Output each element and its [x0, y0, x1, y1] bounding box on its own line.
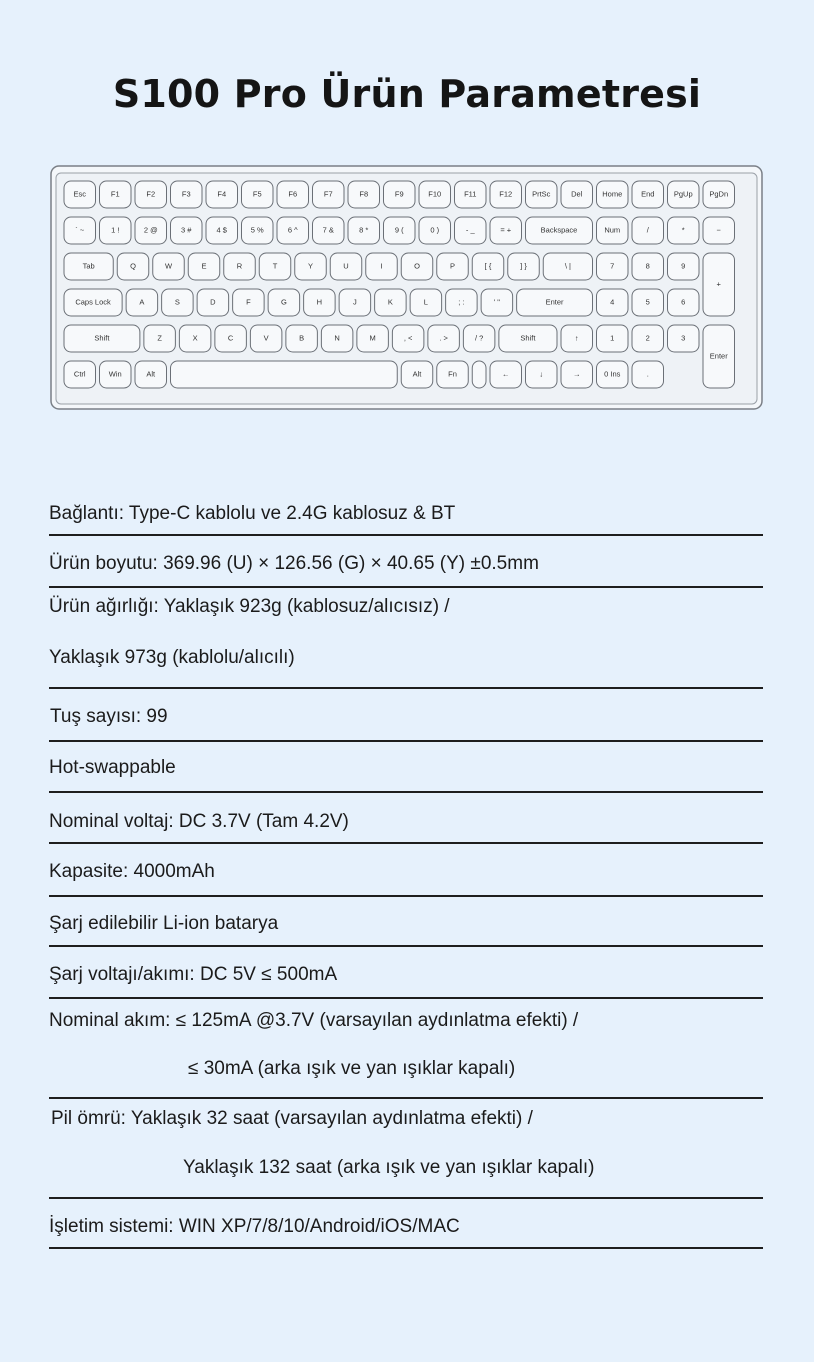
keyboard-key-label: F9: [394, 189, 404, 199]
keyboard-layout-image: [50, 165, 763, 410]
keyboard-key: [277, 181, 309, 208]
keyboard-key: [135, 217, 167, 244]
keyboard-key-label: T: [272, 261, 278, 271]
keyboard-key-label: S: [174, 297, 180, 307]
keyboard-key-label: Q: [130, 261, 136, 271]
spec-text: Hot-swappable: [49, 757, 176, 778]
keyboard-key: [384, 181, 416, 208]
keyboard-key: [268, 289, 300, 316]
keyboard-key-label: Fn: [448, 369, 457, 379]
spec-text: Ürün boyutu: 369.96 (U) × 126.56 (G) × 40.65 (Y) ±0.5mm: [49, 553, 539, 574]
keyboard-key: [632, 217, 664, 244]
keyboard-key: [437, 253, 469, 280]
keyboard-key-label: Del: [571, 189, 583, 199]
keyboard-key: [313, 181, 345, 208]
keyboard-key-label: PrtSc: [532, 189, 551, 199]
keyboard-key-label: /: [646, 225, 649, 235]
spec-row: [49, 1099, 763, 1199]
keyboard-key-label: 6 ^: [287, 225, 298, 235]
keyboard-key-label: C: [227, 333, 234, 343]
keyboard-key: [561, 181, 593, 208]
keyboard-key: [703, 181, 735, 208]
keyboard-key-label: →: [573, 369, 581, 379]
spec-row: [49, 742, 763, 793]
keyboard-key: [357, 325, 389, 352]
page-title: S100 Pro Ürün Parametresi: [112, 72, 702, 116]
keyboard-key: [135, 361, 167, 388]
spec-row: [49, 588, 763, 689]
keyboard-key-label: ` ~: [75, 225, 85, 235]
keyboard-key: [499, 325, 557, 352]
keyboard-key-label: Win: [108, 369, 122, 379]
spec-row: [49, 689, 763, 742]
keyboard-key-label: K: [387, 297, 393, 307]
keyboard-key-label: Esc: [73, 189, 87, 199]
keyboard-key-label: 7 &: [322, 225, 334, 235]
keyboard-key: [703, 253, 735, 316]
keyboard-key: [543, 253, 592, 280]
spec-row: [49, 947, 763, 999]
keyboard-key: [64, 181, 96, 208]
keyboard-key: [668, 181, 700, 208]
keyboard-key: [668, 253, 700, 280]
keyboard-key-label: 2 @: [143, 225, 158, 235]
keyboard-key: [419, 217, 451, 244]
spec-text: Pil ömrü: Yaklaşık 32 saat (varsayılan aydınlatma efekti) /: [51, 1108, 533, 1129]
keyboard-key-label: PgUp: [673, 189, 693, 199]
spec-text-continued: Yaklaşık 132 saat (arka ışık ve yan ışıklar kapalı): [183, 1157, 595, 1178]
keyboard-key-label: O: [414, 261, 420, 271]
keyboard-key-label: ←: [502, 369, 510, 379]
spec-text: Şarj voltajı/akımı: DC 5V ≤ 500mA: [49, 964, 338, 985]
keyboard-key-label: F10: [428, 189, 442, 199]
keyboard-key: [526, 181, 558, 208]
keyboard-key: [703, 325, 735, 388]
keyboard-key-label: 9 (: [394, 225, 404, 235]
keyboard-key-label: 4 $: [216, 225, 227, 235]
keyboard-key: [597, 181, 629, 208]
keyboard-key-label: 5 %: [250, 225, 264, 235]
keyboard-key-label: 2: [645, 333, 650, 343]
spec-text: Nominal akım: ≤ 125mA @3.7V (varsayılan aydınlatma efekti) /: [49, 1010, 579, 1031]
spec-text: Bağlantı: Type-C kablolu ve 2.4G kablosuz & BT: [49, 503, 456, 524]
keyboard-key: [197, 289, 229, 316]
keyboard-key-label: ↓: [539, 369, 544, 379]
keyboard-key-label: L: [423, 297, 428, 307]
keyboard-key-label: F6: [288, 189, 298, 199]
keyboard-key: [668, 289, 700, 316]
keyboard-key: [250, 325, 282, 352]
keyboard-key-label: F1: [110, 189, 120, 199]
keyboard-key: [472, 253, 504, 280]
keyboard-key: [348, 217, 380, 244]
keyboard-key-label: , <: [403, 333, 413, 343]
keyboard-key-label: F: [246, 297, 251, 307]
keyboard-key: [526, 217, 593, 244]
spec-row: [49, 495, 763, 536]
keyboard-key: [259, 253, 291, 280]
keyboard-key-label: F2: [146, 189, 156, 199]
keyboard-key: [153, 253, 185, 280]
keyboard-key-label: 1: [610, 333, 615, 343]
keyboard-key-label: F4: [217, 189, 227, 199]
keyboard-key: [597, 253, 629, 280]
keyboard-key-label: 3 #: [181, 225, 192, 235]
keyboard-key-label: N: [334, 333, 340, 343]
keyboard-key: [215, 325, 247, 352]
keyboard-key: [366, 253, 398, 280]
keyboard-key: [597, 289, 629, 316]
keyboard-key-label: *: [681, 225, 685, 235]
spec-text: Nominal voltaj: DC 3.7V (Tam 4.2V): [49, 811, 349, 832]
keyboard-key: [384, 217, 416, 244]
spec-row: [49, 1199, 763, 1249]
keyboard-key-label: Tab: [82, 261, 95, 271]
keyboard-key-label: ; :: [458, 297, 465, 307]
keyboard-key-label: M: [369, 333, 376, 343]
keyboard-key-label: 8 *: [359, 225, 369, 235]
keyboard-key: [64, 361, 96, 388]
keyboard-key: [100, 217, 132, 244]
keyboard-key: [321, 325, 353, 352]
keyboard-key: [455, 217, 487, 244]
keyboard-key: [517, 289, 593, 316]
keyboard-key-label: J: [353, 297, 357, 307]
keyboard-key: [188, 253, 220, 280]
keyboard-key: [428, 325, 460, 352]
keyboard-key-label: / ?: [474, 333, 484, 343]
keyboard-key-label: Alt: [412, 369, 422, 379]
keyboard-key: [64, 289, 122, 316]
spec-row: [49, 999, 763, 1099]
keyboard-key-label: F11: [464, 189, 477, 199]
keyboard-key: [348, 181, 380, 208]
keyboard-key: [224, 253, 256, 280]
spec-text: Ürün ağırlığı: Yaklaşık 923g (kablosuz/alıcısız) /: [49, 596, 450, 617]
keyboard-key: [561, 325, 593, 352]
keyboard-key: [242, 217, 274, 244]
spec-text: Tuş sayısı: 99: [50, 706, 168, 727]
keyboard-key-label: Ctrl: [73, 369, 86, 379]
keyboard-key-label: F8: [359, 189, 369, 199]
keyboard-key: [206, 181, 238, 208]
keyboard-key-label: . >: [439, 333, 448, 343]
keyboard-key-label: Home: [602, 189, 623, 199]
keyboard-key: [703, 217, 735, 244]
keyboard-key-label: 0 Ins: [604, 369, 621, 379]
keyboard-key: [171, 361, 398, 388]
keyboard-key-label: Caps Lock: [75, 297, 111, 307]
keyboard-key-label: Alt: [146, 369, 156, 379]
keyboard-key: [597, 217, 629, 244]
keyboard-key-label: Enter: [709, 351, 728, 361]
keyboard-key-label: Num: [604, 225, 621, 235]
keyboard-key: [277, 217, 309, 244]
keyboard-key: [632, 253, 664, 280]
keyboard-key: [117, 253, 149, 280]
keyboard-key-label: 8: [645, 261, 650, 271]
keyboard-key: [508, 253, 540, 280]
keyboard-key-label: 5: [645, 297, 650, 307]
spec-row: [49, 844, 763, 897]
keyboard-key: [526, 361, 558, 388]
keyboard-key-label: Shift: [94, 333, 110, 343]
keyboard-key-label: A: [139, 297, 145, 307]
keyboard-key: [455, 181, 487, 208]
keyboard-key: [339, 289, 371, 316]
keyboard-key-label: X: [192, 333, 198, 343]
keyboard-key: [419, 181, 451, 208]
keyboard-key-label: −: [716, 225, 721, 235]
keyboard-key-label: U: [343, 261, 349, 271]
keyboard-key: [313, 217, 345, 244]
keyboard-key-label: - _: [465, 225, 475, 235]
keyboard-key-label: .: [646, 369, 649, 379]
keyboard-key: [64, 217, 96, 244]
keyboard-key: [632, 289, 664, 316]
spec-text: İşletim sistemi: WIN XP/7/8/10/Android/iOS/MAC: [49, 1216, 460, 1237]
keyboard-key-label: Backspace: [540, 225, 578, 235]
keyboard-key-label: F12: [499, 189, 513, 199]
keyboard-key: [330, 253, 362, 280]
keyboard-key-label: V: [263, 333, 269, 343]
spec-row: [49, 536, 763, 588]
keyboard-key-label: G: [280, 297, 287, 307]
keyboard-key-label: End: [641, 189, 655, 199]
keyboard-key: [490, 217, 522, 244]
keyboard-key-label: +: [716, 279, 721, 289]
keyboard-key: [64, 325, 140, 352]
keyboard-key: [632, 361, 664, 388]
keyboard-key-label: ' ": [493, 297, 500, 307]
keyboard-key-label: P: [449, 261, 456, 271]
keyboard-key-label: = +: [500, 225, 512, 235]
keyboard-key: [668, 325, 700, 352]
keyboard-key: [632, 181, 664, 208]
keyboard-key: [286, 325, 318, 352]
keyboard-key: [392, 325, 424, 352]
keyboard-key-label: D: [210, 297, 216, 307]
keyboard-key: [162, 289, 194, 316]
keyboard-key-label: 4: [610, 297, 615, 307]
spec-text: Şarj edilebilir Li-ion batarya: [49, 913, 279, 934]
keyboard-key: [463, 325, 495, 352]
keyboard-key-label: 6: [681, 297, 686, 307]
keyboard-key-label: ] }: [520, 261, 527, 271]
keyboard-key: [179, 325, 211, 352]
keyboard-key-label: 3: [681, 333, 686, 343]
keyboard-key-label: W: [164, 261, 173, 271]
spec-text-continued: ≤ 30mA (arka ışık ve yan ışıklar kapalı): [188, 1058, 516, 1079]
keyboard-key-label: ↑: [574, 333, 579, 343]
keyboard-key: [401, 361, 433, 388]
keyboard-key: [375, 289, 407, 316]
keyboard-key: [171, 181, 203, 208]
keyboard-key: [100, 361, 132, 388]
keyboard-key: [472, 361, 486, 388]
keyboard-key: [233, 289, 265, 316]
keyboard-key: [206, 217, 238, 244]
keyboard-key-label: R: [236, 261, 243, 271]
keyboard-illustration: [50, 165, 763, 410]
keyboard-key: [144, 325, 176, 352]
keyboard-key: [668, 217, 700, 244]
keyboard-key: [561, 361, 593, 388]
keyboard-key: [64, 253, 113, 280]
spec-text: Kapasite: 4000mAh: [49, 861, 215, 882]
keyboard-key-label: \ |: [564, 261, 571, 271]
keyboard-key: [295, 253, 327, 280]
keyboard-key-label: [ {: [484, 261, 492, 271]
spec-list: [49, 495, 763, 1249]
keyboard-key: [490, 361, 522, 388]
keyboard-key-label: 1 !: [111, 225, 120, 235]
keyboard-key-label: I: [380, 261, 383, 271]
keyboard-key: [401, 253, 433, 280]
keyboard-key-label: Enter: [545, 297, 564, 307]
keyboard-key: [446, 289, 478, 316]
keyboard-key: [632, 325, 664, 352]
keyboard-key: [481, 289, 513, 316]
keyboard-key-label: 9: [681, 261, 686, 271]
keyboard-key: [100, 181, 132, 208]
keyboard-key-label: 0 ): [430, 225, 440, 235]
keyboard-key: [410, 289, 442, 316]
keyboard-key-label: H: [316, 297, 323, 307]
keyboard-key: [135, 181, 167, 208]
keyboard-key: [597, 325, 629, 352]
keyboard-key-label: E: [201, 261, 207, 271]
keyboard-key: [437, 361, 469, 388]
keyboard-key-label: Shift: [520, 333, 536, 343]
keyboard-key-label: PgDn: [709, 189, 729, 199]
keyboard-key-label: B: [299, 333, 305, 343]
keyboard-key: [597, 361, 629, 388]
keyboard-key-label: Z: [157, 333, 162, 343]
keyboard-key: [171, 217, 203, 244]
spec-row: [49, 897, 763, 947]
keyboard-key-label: F7: [323, 189, 333, 199]
keyboard-key-label: F5: [252, 189, 262, 199]
spec-text-continued: Yaklaşık 973g (kablolu/alıcılı): [49, 647, 295, 668]
keyboard-key-label: Y: [307, 261, 314, 271]
keyboard-key: [242, 181, 274, 208]
keyboard-key: [126, 289, 158, 316]
spec-row: [49, 793, 763, 844]
keyboard-key-label: 7: [610, 261, 615, 271]
keyboard-key: [490, 181, 522, 208]
keyboard-key-label: F3: [181, 189, 191, 199]
keyboard-key: [304, 289, 336, 316]
